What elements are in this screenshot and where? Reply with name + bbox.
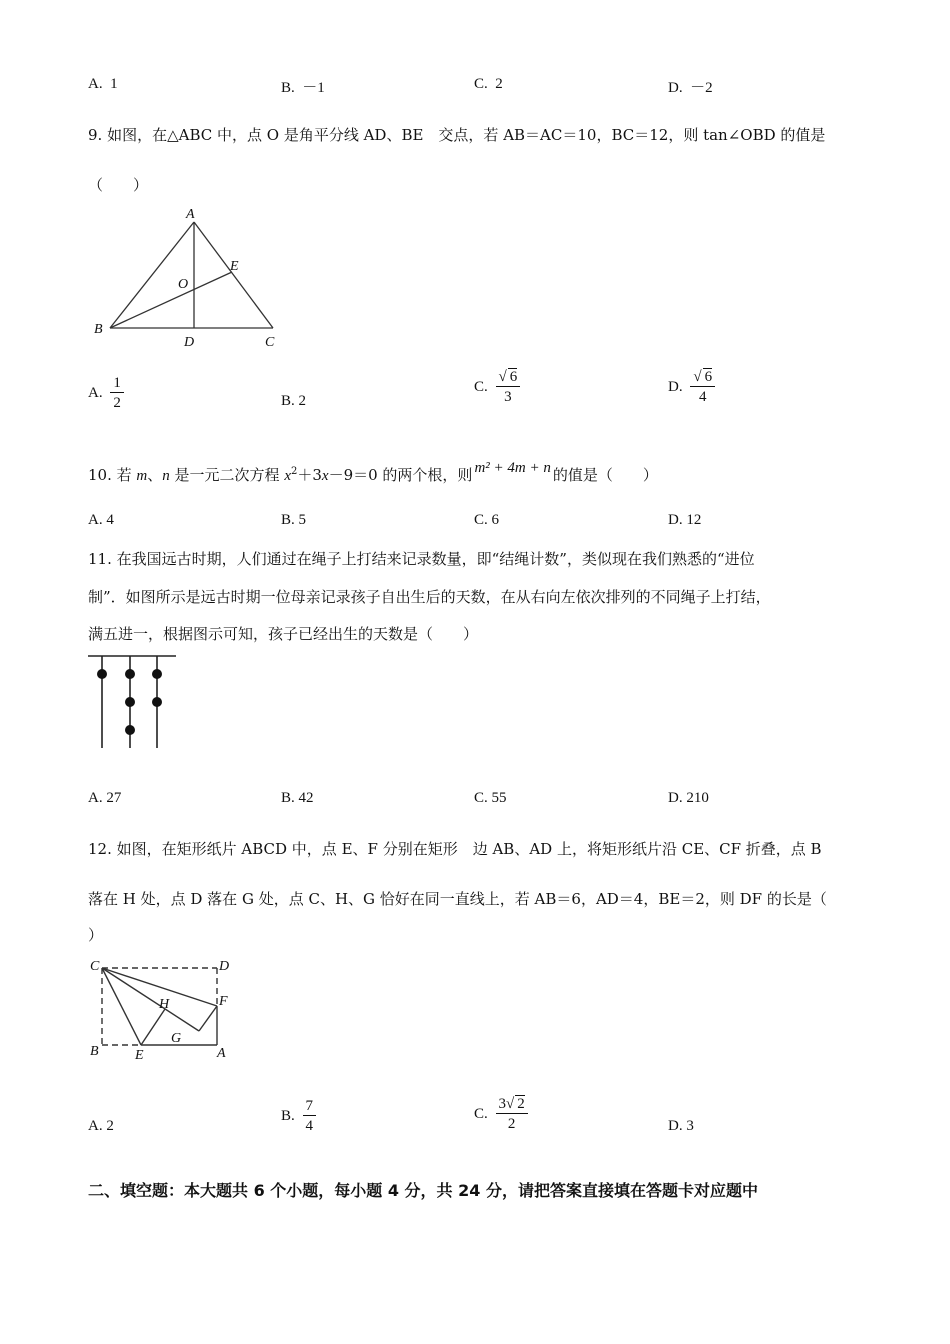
- q11-option-c: C. 55: [474, 790, 507, 806]
- q12-line-2: 落在 H 处，点 D 落在 G 处，点 C、H、G 恰好在同一直线上，若 AB＝6，AD＝4，BE＝2，则 DF 的长是（: [88, 890, 827, 908]
- q11-option-a: A. 27: [88, 790, 122, 806]
- q10-expression: m² + 4m + n: [474, 460, 551, 476]
- line-chg: [102, 968, 199, 1031]
- segment-gf: [199, 1006, 217, 1031]
- label-e: E: [135, 1048, 144, 1063]
- bisector-be: [110, 272, 232, 328]
- q8-option-a: A. 1: [88, 76, 118, 92]
- label-b: B: [94, 322, 103, 337]
- q12-option-c: C. $\frac{3√ 2}{2}$: [474, 1095, 528, 1134]
- knot: [97, 669, 107, 679]
- segment-eh: [141, 1009, 165, 1045]
- q10-option-a: A. 4: [88, 512, 114, 528]
- q12-option-d: D. 3: [668, 1118, 694, 1134]
- knot: [125, 725, 135, 735]
- q11-option-d: D. 210: [668, 790, 709, 806]
- q11-knot-rope-figure: [88, 652, 183, 752]
- q11-line-2: 制”．如图所示是远古时期一位母亲记录孩子自出生后的天数，在从右向左依次排列的不同绳子上打结，: [88, 588, 771, 606]
- q8-option-b: B. －1: [281, 80, 325, 96]
- label-c: C: [90, 959, 100, 974]
- label-d: D: [219, 959, 230, 974]
- label-a: A: [217, 1046, 226, 1061]
- q12-rectangle-figure: [86, 952, 246, 1067]
- label-h: H: [159, 997, 170, 1012]
- q11-line-3: 满五进一，根据图示可知，孩子已经出生的天数是（ ）: [88, 625, 479, 643]
- label-g: G: [171, 1031, 182, 1046]
- q12-line-1: 12. 如图，在矩形纸片 ABCD 中，点 E、F 分别在矩形 边 AB、AD 上，将矩形纸片沿 CE、CF 折叠，点 B: [88, 840, 822, 858]
- label-f: F: [219, 994, 228, 1009]
- side-ab: [110, 222, 194, 328]
- label-a: A: [186, 207, 195, 222]
- side-ac: [194, 222, 273, 328]
- label-c: C: [265, 335, 275, 350]
- q12-line-3: ）: [88, 926, 104, 944]
- q9-option-b: B. 2: [281, 393, 307, 409]
- q8-option-c: C. 2: [474, 76, 503, 92]
- q10-option-d: D. 12: [668, 512, 702, 528]
- label-d: D: [184, 335, 195, 350]
- label-o: O: [178, 277, 189, 292]
- q10-option-c: C. 6: [474, 512, 500, 528]
- q9-triangle-figure: [88, 200, 288, 360]
- q9-option-a: A. $\frac{1}{2}$: [88, 374, 124, 413]
- label-b: B: [90, 1044, 99, 1059]
- q12-option-b: B. $\frac{7}{4}$: [281, 1097, 316, 1136]
- q9-bracket: （ ）: [88, 176, 149, 194]
- q8-option-d: D. －2: [668, 80, 713, 96]
- q11-line-1: 11. 在我国远古时期，人们通过在绳子上打结来记录数量，即“结绳计数”，类似现在我们熟悉的“进位: [88, 550, 755, 568]
- q11-option-b: B. 42: [281, 790, 314, 806]
- knot: [125, 697, 135, 707]
- knot: [152, 669, 162, 679]
- q9-option-d: D. $\frac{√ 6}{4}$: [668, 368, 715, 407]
- section-2-heading: 二、填空题：本大题共 6 个小题，每小题 4 分，共 24 分，请把答案直接填在答题卡对应题中: [88, 1181, 758, 1200]
- q9-stem: 9. 如图，在△ABC 中，点 O 是角平分线 AD、BE 交点，若 AB＝AC＝10，BC＝12，则 tan∠OBD 的值是: [88, 126, 826, 144]
- knot: [152, 697, 162, 707]
- q10-option-b: B. 5: [281, 512, 307, 528]
- knot: [125, 669, 135, 679]
- q10-stem: 10. 若 m、n 是一元二次方程 $x^2+3x-9=0$ 的两个根，则 m² + 4m + n 的值是（ ）: [88, 460, 658, 484]
- q12-option-a: A. 2: [88, 1118, 114, 1134]
- label-e: E: [230, 259, 239, 274]
- q9-option-c: C. $\frac{√ 6}{3}$: [474, 368, 520, 407]
